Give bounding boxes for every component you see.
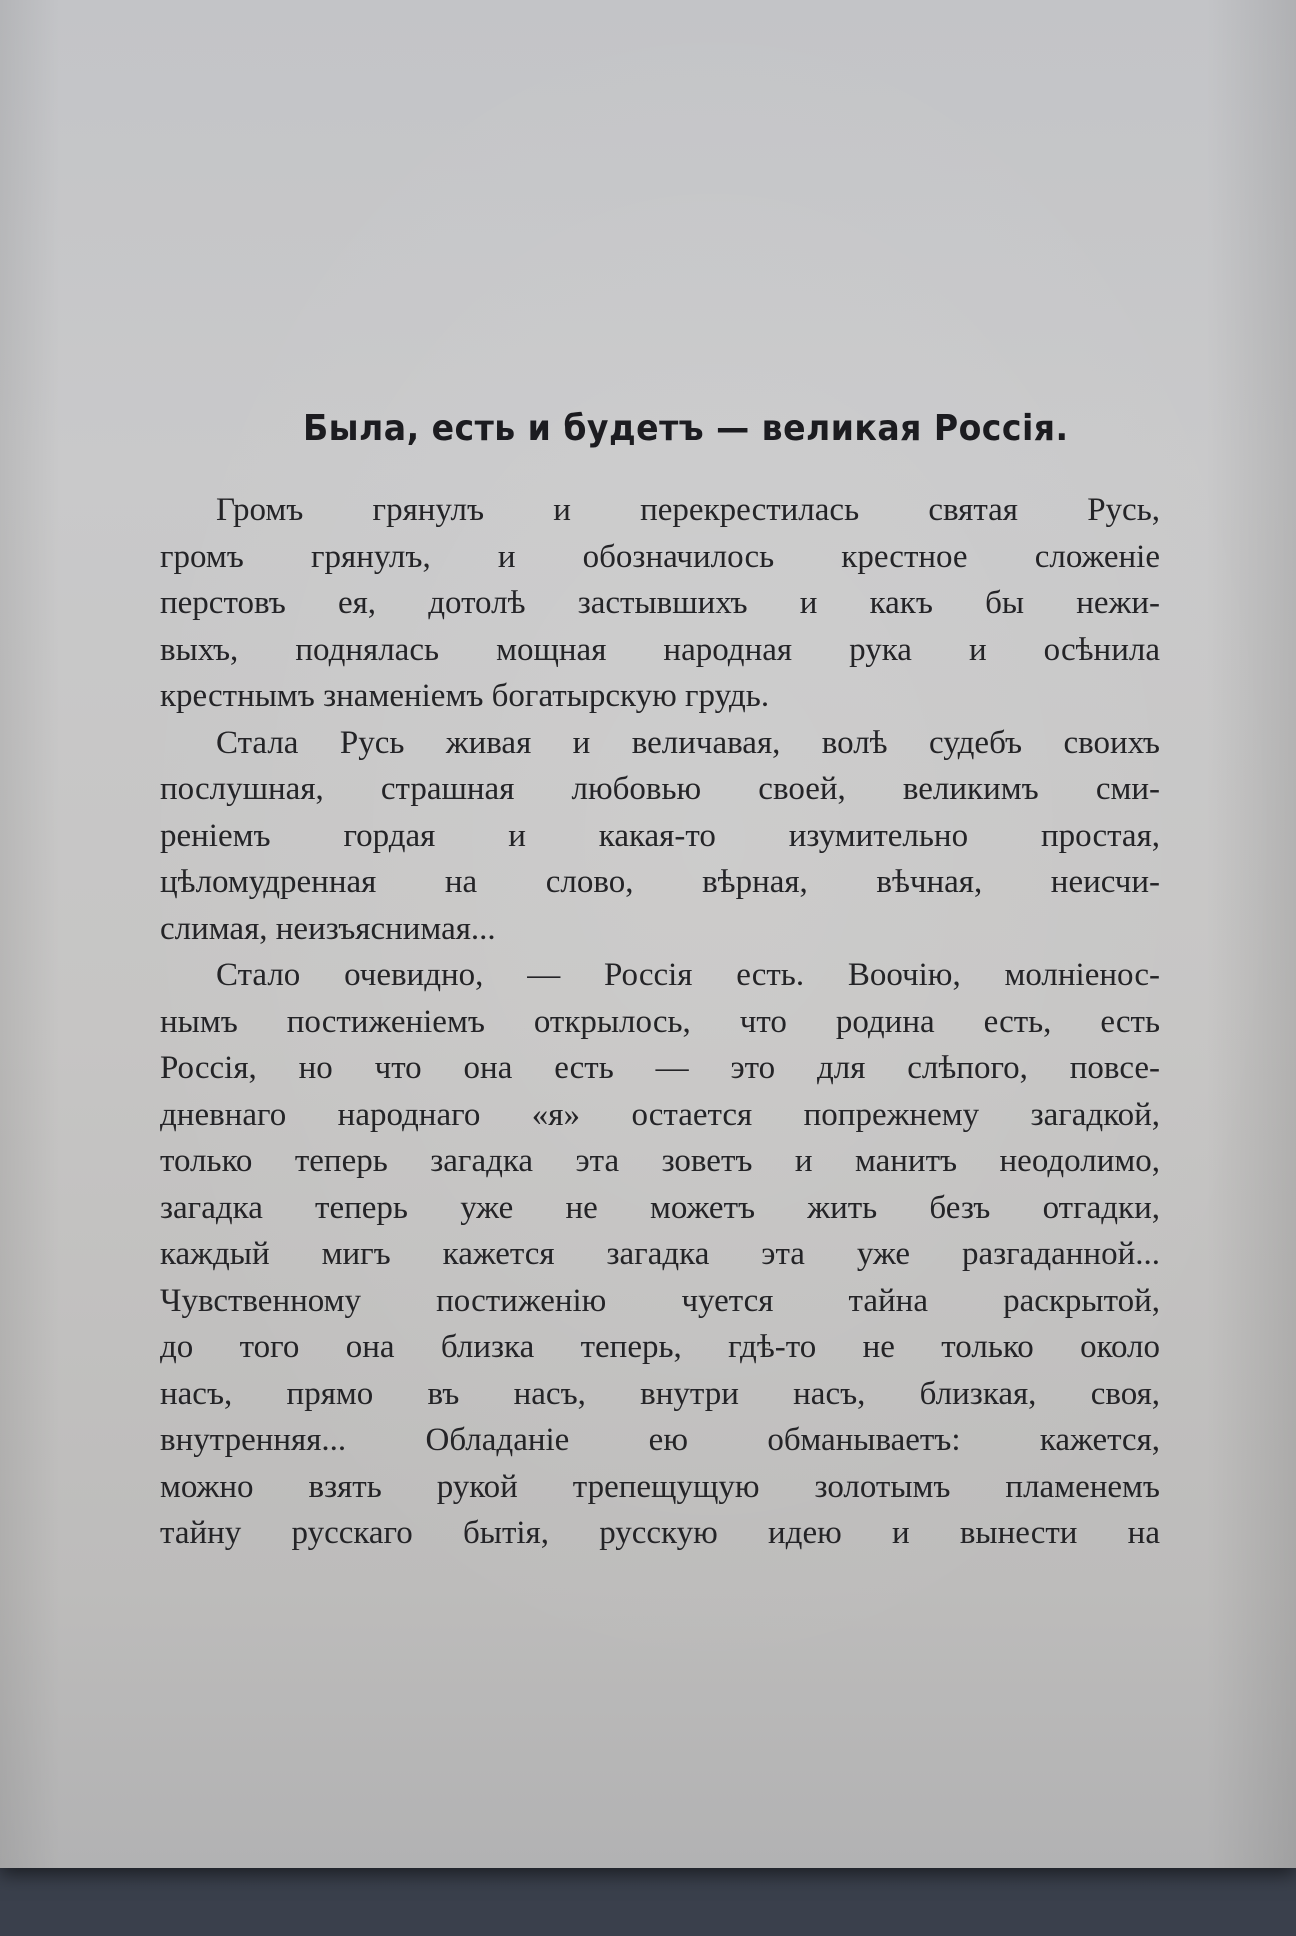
text-line: можно взять рукой трепещущую золотымъ пламенемъ	[160, 1468, 1160, 1505]
text-line: выхъ, поднялась мощная народная рука и осѣнила	[160, 631, 1160, 668]
text-line: Громъ грянулъ и перекрестилась святая Русь,	[216, 492, 1160, 528]
text-line: крестнымъ знаменіемъ богатырскую грудь.	[160, 678, 770, 714]
page-edge-shadow-left	[0, 0, 60, 1868]
text-line: реніемъ гордая и какая-то изумительно простая,	[160, 817, 1160, 854]
text-line: Россія, но что она есть — это для слѣпого, повсе-	[160, 1050, 1160, 1086]
text-line: до того она близка теперь, гдѣ-то не только около	[160, 1329, 1160, 1365]
paragraph-2	[160, 720, 1160, 953]
text-line: послушная, страшная любовью своей, великимъ сми-	[160, 771, 1160, 807]
text-line: внутренняя... Обладаніе ею обманываетъ: кажется,	[160, 1422, 1160, 1458]
page-text-block	[160, 408, 1160, 1557]
text-line: насъ, прямо въ насъ, внутри насъ, близкая, своя,	[160, 1375, 1160, 1412]
text-line: тайну русскаго бытія, русскую идею и вынести на	[160, 1515, 1160, 1551]
paragraph-1	[160, 487, 1160, 720]
text-line: дневнаго народнаго «я» остается попрежнему загадкой,	[160, 1096, 1160, 1133]
text-line: перстовъ ея, дотолѣ застывшихъ и какъ бы нежи-	[160, 585, 1160, 621]
text-line: загадка теперь уже не можетъ жить безъ отгадки,	[160, 1189, 1160, 1226]
paragraph-3	[160, 952, 1160, 1557]
text-line: Чувственному постиженію чуется тайна раскрытой,	[160, 1282, 1160, 1319]
page-edge-shadow-right	[1206, 0, 1296, 1868]
text-line: каждый мигъ кажется загадка эта уже разгаданной...	[160, 1236, 1160, 1272]
text-line: Стала Русь живая и величавая, волѣ судебъ своихъ	[216, 724, 1160, 761]
text-line: Стало очевидно, — Россія есть. Воочію, молніенос-	[216, 957, 1160, 993]
text-line: громъ грянулъ, и обозначилось крестное сложеніе	[160, 538, 1160, 575]
chapter-title: Была, есть и будетъ — великая Россія.	[302, 408, 1069, 449]
text-line: цѣломудренная на слово, вѣрная, вѣчная, неисчи-	[160, 864, 1160, 900]
text-line: слимая, неизъяснимая...	[160, 910, 496, 947]
text-line: только теперь загадка эта зоветъ и манитъ неодолимо,	[160, 1143, 1160, 1179]
text-line: нымъ постиженіемъ открылось, что родина есть, есть	[160, 1003, 1160, 1040]
